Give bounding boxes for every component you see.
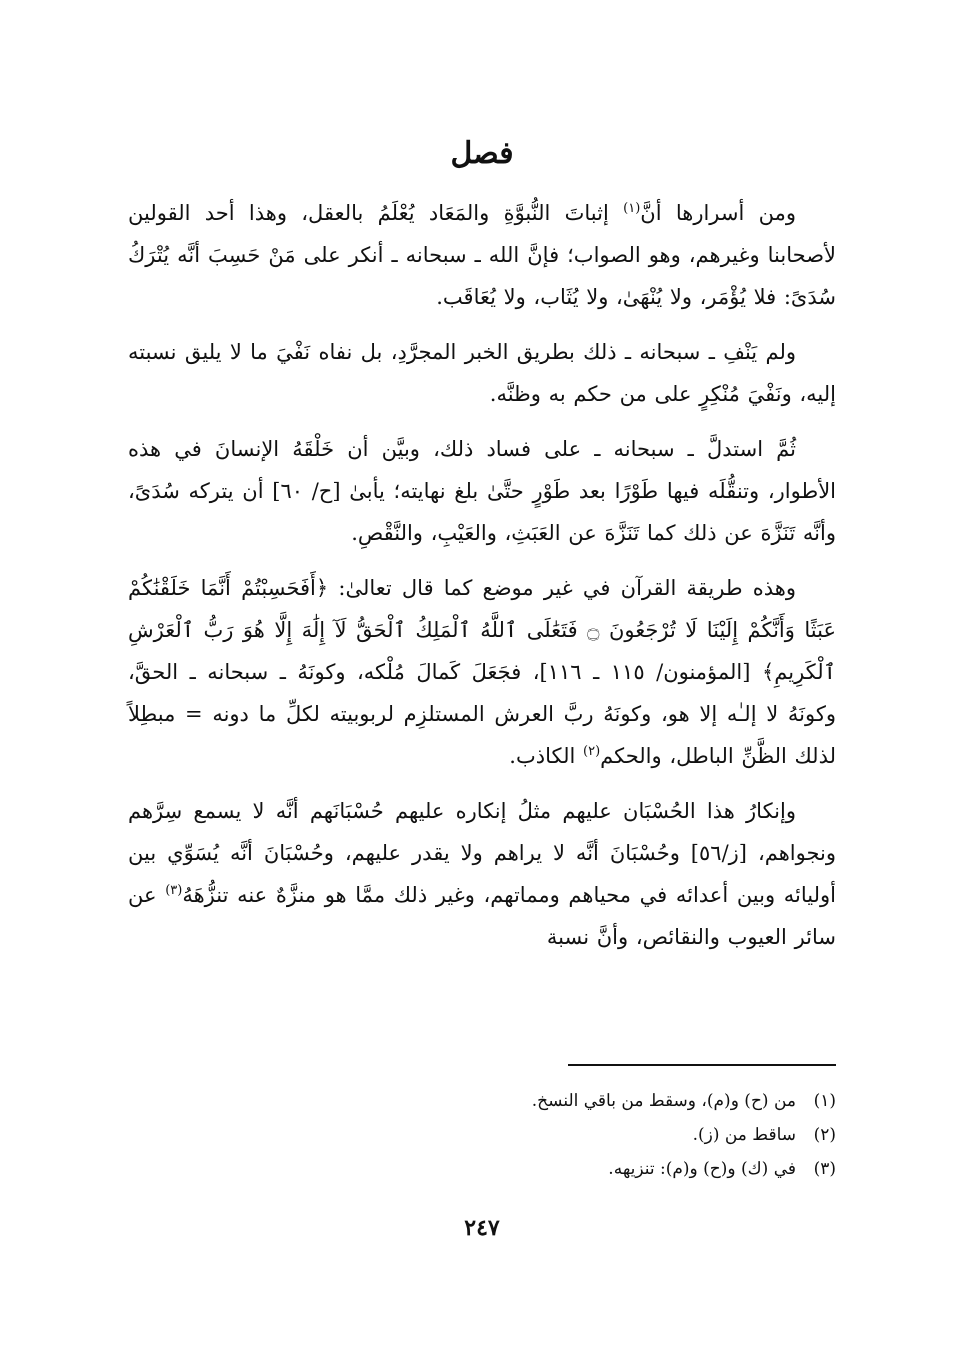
footnote-2 <box>128 1118 836 1152</box>
page-number: ٢٤٧ <box>464 1215 500 1241</box>
book-page <box>128 0 836 1360</box>
footnote-ref-3: (٣) <box>165 883 183 898</box>
footnote-number: (١) <box>813 1091 836 1111</box>
footnote-text: من (ح) و(م)، وسقط من باقي النسخ. <box>531 1091 796 1111</box>
footnote-ref-2: (٢) <box>583 744 601 759</box>
paragraph-4 <box>128 567 836 777</box>
paragraph-5-text-b: عن سائر العيوب والنقائص، وأنَّ نسبة <box>128 883 836 949</box>
footnote-number: (٣) <box>813 1159 836 1179</box>
paragraph-3: ثُمَّ استدلَّ ـ سبحانه ـ على فساد ذلك، وبيَّن أن خَلْقَهُ الإنسانَ في هذه الأطوار، وتنقُّلَه فيها طَوْرًا بعد طَوْرٍ حتَّىٰ بلغ نهايته؛ يأبىٰ [ح/ ٦٠] أن يتركه سُدَىً، وأنَّه تَنَزَّهَ عن ذلك كما تَنَزَّهَ عن العَبَثِ، والعَيْبِ، والنَّقْصِ. <box>128 437 836 545</box>
footnote-1 <box>128 1084 836 1118</box>
footnote-divider <box>568 1064 836 1066</box>
section-heading: فصل <box>450 136 514 171</box>
footnote-ref-1: (١) <box>623 201 641 216</box>
footnote-3 <box>128 1152 836 1186</box>
paragraph-1 <box>128 192 836 318</box>
paragraph-1-text-b: إثباتَ النُّبوَّةِ والمَعَاد يُعْلَمُ بالعقل، وهذا أحد القولين لأصحابنا وغيرهم، وهو الصواب؛ فإنَّ الله ـ سبحانه ـ أنكر على مَنْ حَسِبَ أنَّه يُتْرَكُ سُدَىً: فلا يُؤْمَر، ولا يُنْهَىٰ، ولا يُثَاب، ولا يُعَاقَب. <box>128 201 836 309</box>
paragraph-1-text-a: ومن أسرارها أنَّ <box>640 201 796 225</box>
footnote-text: في (ك) و(ح) و(م): تنزيهه. <box>608 1159 796 1179</box>
footnote-text: ساقط من (ز). <box>692 1125 796 1145</box>
footnotes <box>128 1084 836 1186</box>
paragraph-5-text-a: وإنكارُ هذا الحُسْبَان عليهم مثلُ إنكاره عليهم حُسْبَانَهم أنَّه لا يسمع سِرَّهم ونجواهم، [ز/٥٦] وحُسْبَانَ أنَّه لا يراهم ولا يقدر عليهم، وحُسْبَانَ أنَّه يُسَوِّي بين أوليائه وبين أعدائه في محياهم ومماتهم، وغير ذلك ممَّا هو منزَّهٌ عنه تنزُّهَهُ <box>128 799 837 907</box>
paragraph-4-text-a: وهذه طريقة القرآن في غير موضع كما قال تعالىٰ: ﴿أَفَحَسِبْتُمْ أَنَّمَا خَلَقْنَٰكُمْ عَبَثًا وَأَنَّكُمْ إِلَيْنَا لَا تُرْجَعُونَ ۝ فَتَعَٰلَى ٱللَّهُ ٱلْمَلِكُ ٱلْحَقُّ لَآ إِلَٰهَ إِلَّا هُوَ رَبُّ ٱلْعَرْشِ ٱلْكَرِيمِ﴾ [المؤمنون/ ١١٥ ـ ١١٦]، فجَعَلَ كَمالَ مُلْكه، وكونَهُ ـ سبحانه ـ الحقَّ، وكونَهُ لا إلـٰه إلا هو، وكونَهُ ربَّ العرش المستلزِم لربوبيته لكلِّ ما دونه = مبطِلاً لذلك الظَّنِّ الباطل، والحكم <box>128 576 836 768</box>
paragraph-4-text-b: الكاذب. <box>509 744 583 768</box>
footnote-number: (٢) <box>813 1125 836 1145</box>
main-text <box>128 192 836 971</box>
paragraph-2: ولم يَنْفِ ـ سبحانه ـ ذلك بطريق الخبر المجرَّدِ، بل نفاه نَفْيَ ما لا يليق نسبته إليه، ونَفْيَ مُنْكِرٍ على من حكم به وظنَّه. <box>128 340 836 406</box>
paragraph-5 <box>128 790 836 958</box>
